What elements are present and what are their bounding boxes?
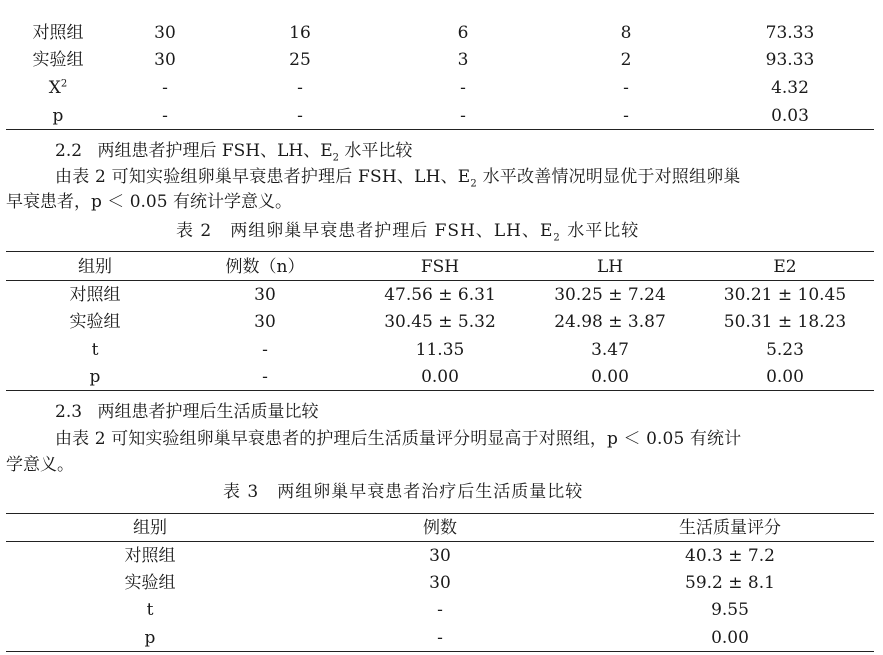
table-row	[0, 105, 883, 127]
column-header: FSH	[420, 257, 460, 277]
value-cell: -	[623, 78, 629, 98]
count-cell: -	[162, 106, 168, 126]
value-cell: 30.21 ± 10.45	[723, 285, 847, 305]
table-header-rule	[6, 280, 874, 281]
value-cell: 0.00	[711, 628, 749, 648]
value-cell: -	[297, 106, 303, 126]
section-heading	[55, 401, 318, 423]
count-cell: -	[437, 600, 443, 620]
value-cell: 8	[620, 23, 632, 43]
value-cell: 0.00	[421, 367, 459, 387]
group-cell: 对照组	[32, 23, 84, 43]
column-header: 生活质量评分	[679, 518, 781, 538]
group-cell: t	[91, 340, 99, 360]
table-caption: 表 2 两组卵巢早衰患者护理后 FSH、LH、$E_2$ 水平比较	[176, 221, 640, 244]
group-cell: 实验组	[32, 50, 84, 70]
group-cell: 对照组	[69, 285, 121, 305]
table-row	[0, 77, 883, 99]
count-cell: 30	[429, 573, 451, 593]
table-bottom-rule	[6, 390, 874, 391]
paragraph-line: 早衰患者，p ＜ 0.05 有统计学意义。	[6, 192, 292, 212]
section-heading	[55, 140, 412, 162]
group-cell: 实验组	[124, 573, 176, 593]
table-top-rule	[6, 251, 874, 252]
count-cell: 30	[254, 312, 276, 332]
count-cell: -	[162, 78, 168, 98]
group-cell: 对照组	[124, 546, 176, 566]
value-cell: -	[460, 78, 466, 98]
count-cell: -	[437, 628, 443, 648]
group-cell: p	[89, 367, 101, 387]
chi-square-label: $X^2$	[48, 78, 68, 98]
rate-cell: 4.32	[771, 78, 809, 98]
count-cell: 30	[154, 50, 176, 70]
value-cell: 24.98 ± 3.87	[554, 312, 666, 332]
table-row	[0, 49, 883, 71]
value-cell: 16	[289, 23, 311, 43]
group-cell: p	[144, 628, 156, 648]
section-number: 2.3	[55, 402, 83, 422]
table-row	[0, 22, 883, 44]
rate-cell: 0.03	[771, 106, 809, 126]
column-header: 组别	[78, 257, 112, 277]
rate-cell: 93.33	[765, 50, 815, 70]
table-header-rule	[6, 541, 874, 542]
value-cell: -	[297, 78, 303, 98]
section-title: 两组患者护理后生活质量比较	[97, 402, 319, 422]
column-header: E2	[773, 257, 797, 277]
rate-cell: 73.33	[765, 23, 815, 43]
value-cell: 3	[457, 50, 469, 70]
value-cell: -	[460, 106, 466, 126]
table-caption: 表 3 两组卵巢早衰患者治疗后生活质量比较	[223, 482, 584, 502]
value-cell: 9.55	[711, 600, 749, 620]
count-cell: -	[262, 367, 268, 387]
section-number: 2.2	[55, 141, 83, 161]
column-header: 例数	[423, 518, 457, 538]
value-cell: 3.47	[591, 340, 629, 360]
value-cell: 5.23	[766, 340, 804, 360]
value-cell: 11.35	[415, 340, 465, 360]
paragraph-line: 由表 2 可知实验组卵巢早衰患者护理后 FSH、LH、$E_2$ 水平改善情况明显优于对照组卵巢	[55, 167, 741, 190]
count-cell: -	[262, 340, 268, 360]
value-cell: 0.00	[591, 367, 629, 387]
section-title: 两组患者护理后 FSH、LH、$E_2$ 水平比较	[97, 141, 413, 164]
value-cell: 47.56 ± 6.31	[384, 285, 496, 305]
column-header: 例数（n）	[225, 257, 305, 277]
value-cell: 30.25 ± 7.24	[554, 285, 666, 305]
column-header: 组别	[133, 518, 167, 538]
value-cell: 0.00	[766, 367, 804, 387]
group-cell: t	[146, 600, 154, 620]
value-cell: 2	[620, 50, 632, 70]
count-cell: 30	[254, 285, 276, 305]
paragraph-line: 由表 2 可知实验组卵巢早衰患者的护理后生活质量评分明显高于对照组，p ＜ 0.05 有统计	[55, 429, 742, 449]
superscript: 2	[60, 78, 68, 90]
count-cell: 30	[429, 546, 451, 566]
column-header: LH	[596, 257, 624, 277]
value-cell: 40.3 ± 7.2	[685, 546, 775, 566]
count-cell: 30	[154, 23, 176, 43]
paragraph-line: 学意义。	[6, 455, 74, 475]
value-cell: -	[623, 106, 629, 126]
group-cell: 实验组	[69, 312, 121, 332]
value-cell: 50.31 ± 18.23	[723, 312, 847, 332]
table-bottom-rule	[6, 129, 874, 130]
value-cell: 6	[457, 23, 469, 43]
group-cell: p	[52, 106, 64, 126]
table-top-rule	[6, 513, 874, 514]
value-cell: 25	[289, 50, 311, 70]
table-bottom-rule	[6, 651, 874, 652]
value-cell: 59.2 ± 8.1	[685, 573, 775, 593]
value-cell: 30.45 ± 5.32	[384, 312, 496, 332]
